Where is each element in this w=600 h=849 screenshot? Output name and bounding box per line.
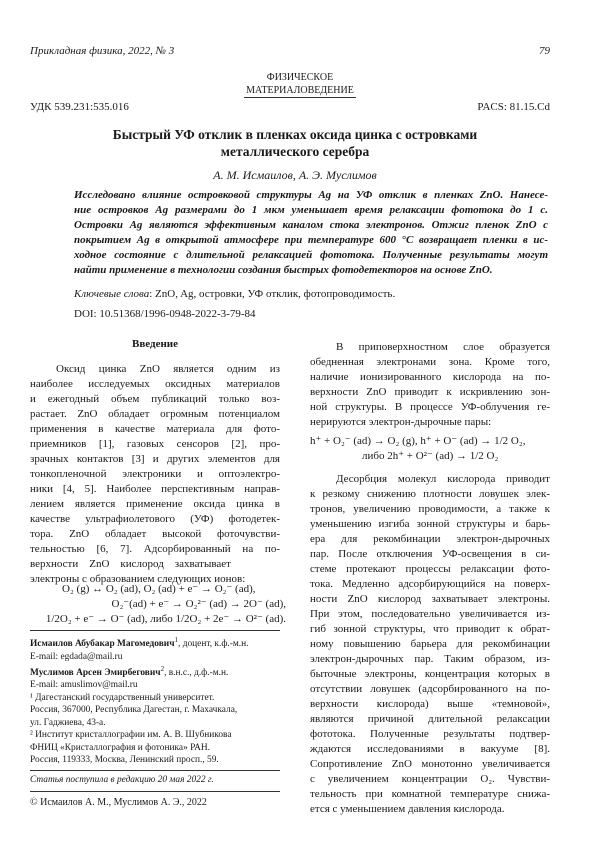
equation-line: либо 2h⁺ + O²⁻ (ad) → 1/2 O₂ bbox=[362, 450, 499, 462]
text-line: В приповерхностном слое образуется bbox=[336, 341, 550, 353]
right-paragraph-2 bbox=[310, 472, 550, 817]
affiliation-line: ¹ Дагестанский государственный университет. bbox=[30, 692, 215, 703]
equation-line: 1/2O₂ + e⁻ → O⁻ (ad), либо 1/2O₂ + 2e⁻ → O²⁻ (ad). bbox=[45, 613, 286, 625]
text-line: ется с уменьшением давления кислорода. bbox=[310, 803, 505, 815]
text-line: Сопротивление ZnO монотонно увеличивается bbox=[310, 758, 550, 770]
keywords-label: Ключевые слова bbox=[74, 288, 150, 300]
text-line: быточные электроны, концентрация которых в bbox=[310, 668, 550, 680]
text-line: и ежегодный объем публикаций только воз- bbox=[30, 393, 280, 405]
footnote-rule bbox=[30, 630, 280, 631]
article-title bbox=[60, 126, 530, 160]
text-line: лением является применение оксида цинка в bbox=[30, 498, 280, 510]
text-line: зрачных контактов [3] и других элементов для bbox=[30, 453, 280, 465]
author2-role: , в.н.с., д.ф.-м.н. bbox=[164, 668, 229, 679]
keywords bbox=[74, 287, 395, 302]
author1-line bbox=[30, 634, 286, 651]
left-equations bbox=[30, 582, 286, 627]
equation-line: O₂⁻(ad) + e⁻ → O₂²⁻ (ad) → 2O⁻ (ad), bbox=[111, 598, 286, 610]
text-line: с увеличением концентрации O₂. Чувстви- bbox=[310, 773, 550, 785]
abstract-line: найти применение в технологии создания быстрых фотодетекторов на основе ZnO. bbox=[74, 264, 493, 276]
text-line: тора. ZnO обладает высокой фоточувстви- bbox=[30, 528, 280, 540]
abstract-line: Островки Ag являются эффективным каналом стока электронов. Отжиг пленок ZnO с bbox=[74, 219, 548, 231]
text-line: тельностью [6, 7]. Адсорбированный на по- bbox=[30, 543, 280, 555]
text-line: тонкопленочной электроники и оптоэлектро- bbox=[30, 468, 280, 480]
equation-line: O₂ (g) ↔ O₂ (ad), O₂ (ad) + e⁻ → O₂⁻ (ad), bbox=[62, 583, 256, 595]
text-line: гиб зонной структуры, что приводит к обрат- bbox=[310, 623, 550, 635]
text-line: отсутствии ловушек (адсорбированного на по- bbox=[310, 683, 550, 695]
text-line: растает. ZnO обладает огромным потенциалом bbox=[30, 408, 280, 420]
text-line: являются причиной длительной релаксации bbox=[310, 713, 550, 725]
text-line: к резкому снижению плотности ловушек элек- bbox=[310, 488, 550, 500]
text-line: ности ZnO кислород захватывает электроны. bbox=[310, 593, 550, 605]
equation-line: h⁺ + O₂⁻ (ad) → O₂ (g), h⁺ + O⁻ (ad) → 1/2 O₂, bbox=[310, 435, 526, 447]
text-line: качестве ультрафиолетового (УФ) фотодетек- bbox=[30, 513, 280, 525]
text-line: наличие ионизированного кислорода на по- bbox=[310, 371, 550, 383]
text-line: ной структуры. В процессе УФ-облучения ге- bbox=[310, 401, 550, 413]
affiliation-line: ² Институт кристаллографии им. А. В. Шубникова bbox=[30, 730, 232, 741]
right-equations bbox=[310, 434, 550, 464]
author2-name: Муслимов Арсен Эмирбегович bbox=[30, 668, 161, 679]
text-line: ному повышению барьера для рекомбинации bbox=[310, 638, 550, 650]
text-line: применения в качестве материала для фото- bbox=[30, 423, 280, 435]
abstract-line: ходное состояние с длительной релаксацией фототока. Полученные результаты могут bbox=[74, 249, 548, 261]
right-paragraph-1 bbox=[310, 340, 550, 430]
text-line: пар. После отключения УФ-освещения в си- bbox=[310, 548, 550, 560]
doi: DOI: 10.51368/1996-0948-2022-3-79-84 bbox=[74, 308, 256, 320]
section-title-line1: ФИЗИЧЕСКОЕ bbox=[266, 72, 334, 83]
text-line: приемников [1], газовых сенсоров [2], про- bbox=[30, 438, 280, 450]
intro-heading: Введение bbox=[131, 338, 179, 350]
received-rule-top bbox=[30, 770, 280, 771]
text-line: обедненная электронами зона. Кроме того, bbox=[310, 356, 550, 368]
copyright: © Исмаилов А. М., Муслимов А. Э., 2022 bbox=[30, 797, 207, 808]
section-title bbox=[200, 71, 400, 98]
text-line: верхности кислорода) выше «темновой», bbox=[310, 698, 550, 710]
text-line: нерируются электрон-дырочные пары: bbox=[310, 416, 492, 428]
affiliation-line: Россия, 119333, Москва, Ленинский просп., 59. bbox=[30, 754, 219, 765]
text-line: фототока. Полученные результаты подтвер- bbox=[310, 728, 550, 740]
text-line: верхности ZnO приводит к искривлению зон- bbox=[310, 386, 550, 398]
received-date: Статья поступила в редакцию 20 мая 2022 г. bbox=[30, 775, 214, 785]
text-line: ждаются исследованиями в вакууме [8]. bbox=[310, 743, 550, 755]
text-line: При этом, последовательно увеличивается из- bbox=[310, 608, 550, 620]
abstract-line: Исследовано влияние островковой структуры Ag на УФ отклик в пленках ZnO. Нанесе- bbox=[74, 189, 548, 201]
author1-email: E-mail: egdada@mail.ru bbox=[30, 651, 123, 662]
udc-code: УДК 539.231:535.016 bbox=[30, 101, 129, 113]
text-line: ники [4, 5]. Наиболее перспективным направ- bbox=[30, 483, 280, 495]
text-line: тронов, увеличению проводимости, а также к bbox=[310, 503, 550, 515]
author-info bbox=[30, 634, 286, 766]
affiliation-line: Россия, 367000, Республика Дагестан, г. Махачкала, bbox=[30, 705, 238, 716]
intro-paragraph bbox=[30, 362, 280, 587]
journal-header: Прикладная физика, 2022, № 3 bbox=[30, 45, 175, 57]
page-number: 79 bbox=[539, 45, 550, 57]
text-line: стеме протекают процессы релаксации фото- bbox=[310, 563, 550, 575]
text-line: Десорбция молекул кислорода приводит bbox=[336, 473, 550, 485]
author2-email: E-mail: amuslimov@mail.ru bbox=[30, 680, 138, 691]
affiliation-line: ул. Гаджиева, 43-а. bbox=[30, 717, 106, 728]
affiliation-line: ФНИЦ «Кристаллография и фотоника» РАН. bbox=[30, 742, 211, 753]
author2-line bbox=[30, 663, 286, 680]
author2-sup: 2 bbox=[160, 664, 165, 673]
text-line: электрон-дырочных пар. Таким образом, из- bbox=[310, 653, 550, 665]
text-line: электроны с образованием следующих ионов: bbox=[30, 573, 246, 585]
text-line: ера для рекомбинации электрон-дырочных bbox=[310, 533, 550, 545]
author1-role: , доцент, к.ф.-м.н. bbox=[178, 639, 249, 650]
text-line: наиболее исследуемых оксидных материалов bbox=[30, 378, 280, 390]
article-title-line2: металлического серебра bbox=[220, 144, 370, 159]
text-line: верхности ZnO кислород захватывает bbox=[30, 558, 231, 570]
article-title-line1: Быстрый УФ отклик в пленках оксида цинка с островками bbox=[112, 127, 478, 142]
received-rule-bottom bbox=[30, 791, 280, 792]
abstract bbox=[74, 188, 548, 278]
text-line: Оксид цинка ZnO является одним из bbox=[56, 363, 280, 375]
pacs-code: PACS: 81.15.Cd bbox=[477, 101, 550, 113]
section-title-line2: МАТЕРИАЛОВЕДЕНИЕ bbox=[246, 85, 354, 96]
author1-name: Исмаилов Абубакар Магомедович bbox=[30, 639, 175, 650]
text-line: тельность при комнатной температуре снижа- bbox=[310, 788, 550, 800]
text-line: уменьшению изгиба зонной структуры и барь- bbox=[310, 518, 550, 530]
abstract-line: ние островков Ag размерами до 1 мкм уменьшает время релаксации фототока до 1 с. bbox=[74, 204, 548, 216]
keywords-list: : ZnO, Ag, островки, УФ отклик, фотопроводимость. bbox=[149, 288, 396, 300]
abstract-line: покрытием Ag в открытой атмосфере при температуре 600 °С возвращает пленки в ис- bbox=[74, 234, 548, 246]
text-line: тока. Медленно адсорбирующийся на поверх- bbox=[310, 578, 550, 590]
article-authors: А. М. Исмаилов, А. Э. Муслимов bbox=[213, 168, 377, 182]
author1-sup: 1 bbox=[174, 636, 178, 644]
